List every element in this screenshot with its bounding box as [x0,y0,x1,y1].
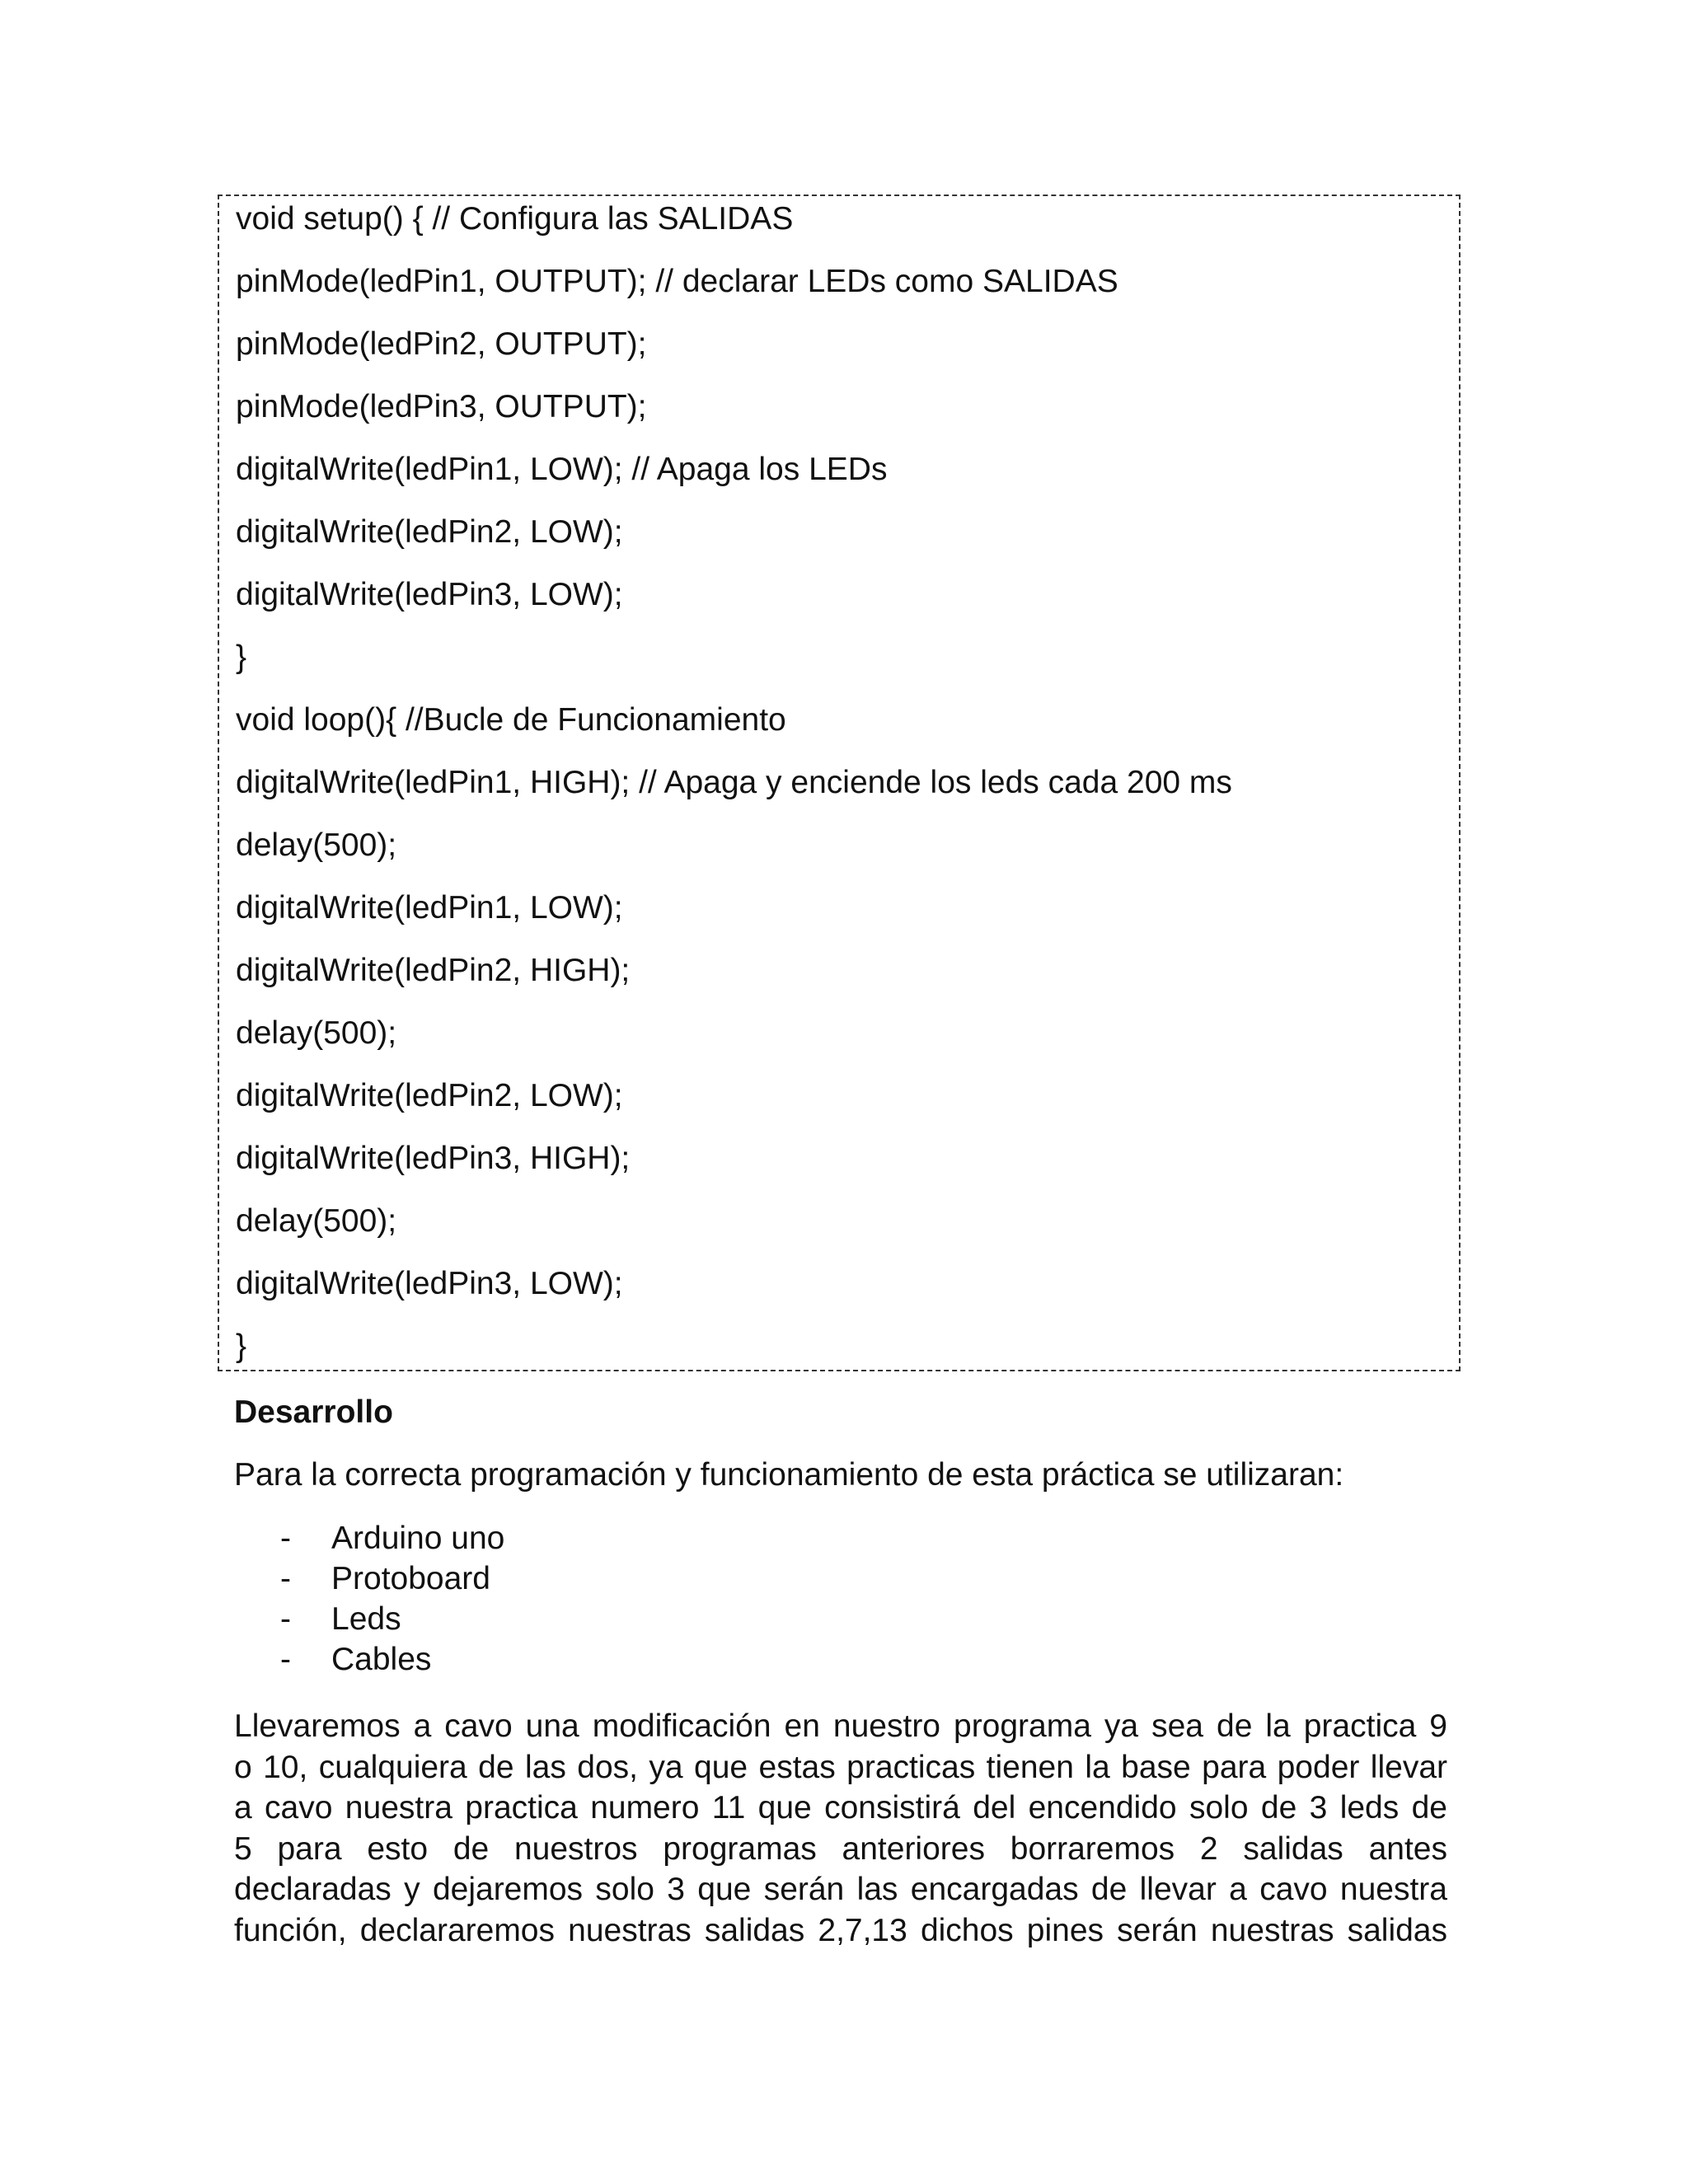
paragraph-line: Llevaremos a cavo una modificación en nuestro programa ya sea de la practica 9 [234,1708,1447,1744]
code-line: delay(500); [236,827,397,863]
code-line: digitalWrite(ledPin1, LOW); // Apaga los LEDs [236,452,888,487]
code-line: digitalWrite(ledPin3, LOW); [236,577,623,612]
code-line: pinMode(ledPin1, OUTPUT); // declarar LEDs como SALIDAS [236,264,1118,299]
list-item-text: Protoboard [331,1561,490,1596]
code-line: delay(500); [236,1015,397,1051]
code-line: digitalWrite(ledPin1, LOW); [236,890,623,926]
code-line: } [236,1329,247,1364]
section-heading: Desarrollo [234,1394,393,1430]
bullet-marker: - [280,1521,291,1556]
code-line: void setup() { // Configura las SALIDAS [236,201,794,237]
list-item-text: Arduino uno [331,1521,505,1556]
code-line: digitalWrite(ledPin1, HIGH); // Apaga y enciende los leds cada 200 ms [236,765,1232,800]
code-line: digitalWrite(ledPin2, LOW); [236,514,623,550]
code-line: pinMode(ledPin3, OUTPUT); [236,389,647,424]
code-line: digitalWrite(ledPin3, LOW); [236,1266,623,1301]
body-paragraph [234,1706,1447,1951]
code-block [218,194,1461,1371]
code-line: digitalWrite(ledPin3, HIGH); [236,1141,631,1176]
paragraph-line: declaradas y dejaremos solo 3 que serán las encargadas de llevar a cavo nuestra [234,1872,1447,1907]
code-line: pinMode(ledPin2, OUTPUT); [236,326,647,362]
code-line: digitalWrite(ledPin2, LOW); [236,1078,623,1113]
code-line: } [236,640,247,675]
bullet-marker: - [280,1642,291,1677]
list-item-text: Cables [331,1642,432,1677]
paragraph-line: a cavo nuestra practica numero 11 que consistirá del encendido solo de 3 leds de [234,1790,1447,1825]
intro-text: Para la correcta programación y funcionamiento de esta práctica se utilizaran: [234,1457,1344,1493]
code-line: void loop(){ //Bucle de Funcionamiento [236,702,786,738]
bullet-marker: - [280,1561,291,1596]
code-line: delay(500); [236,1203,397,1239]
list-item-text: Leds [331,1601,401,1637]
paragraph-line: función, declararemos nuestras salidas 2,7,13 dichos pines serán nuestras salidas [234,1912,1447,1948]
code-line: digitalWrite(ledPin2, HIGH); [236,953,631,988]
bullet-marker: - [280,1601,291,1637]
paragraph-line: 5 para esto de nuestros programas anteriores borraremos 2 salidas antes [234,1830,1447,1867]
paragraph-line: o 10, cualquiera de las dos, ya que estas practicas tienen la base para poder llevar [234,1749,1447,1785]
